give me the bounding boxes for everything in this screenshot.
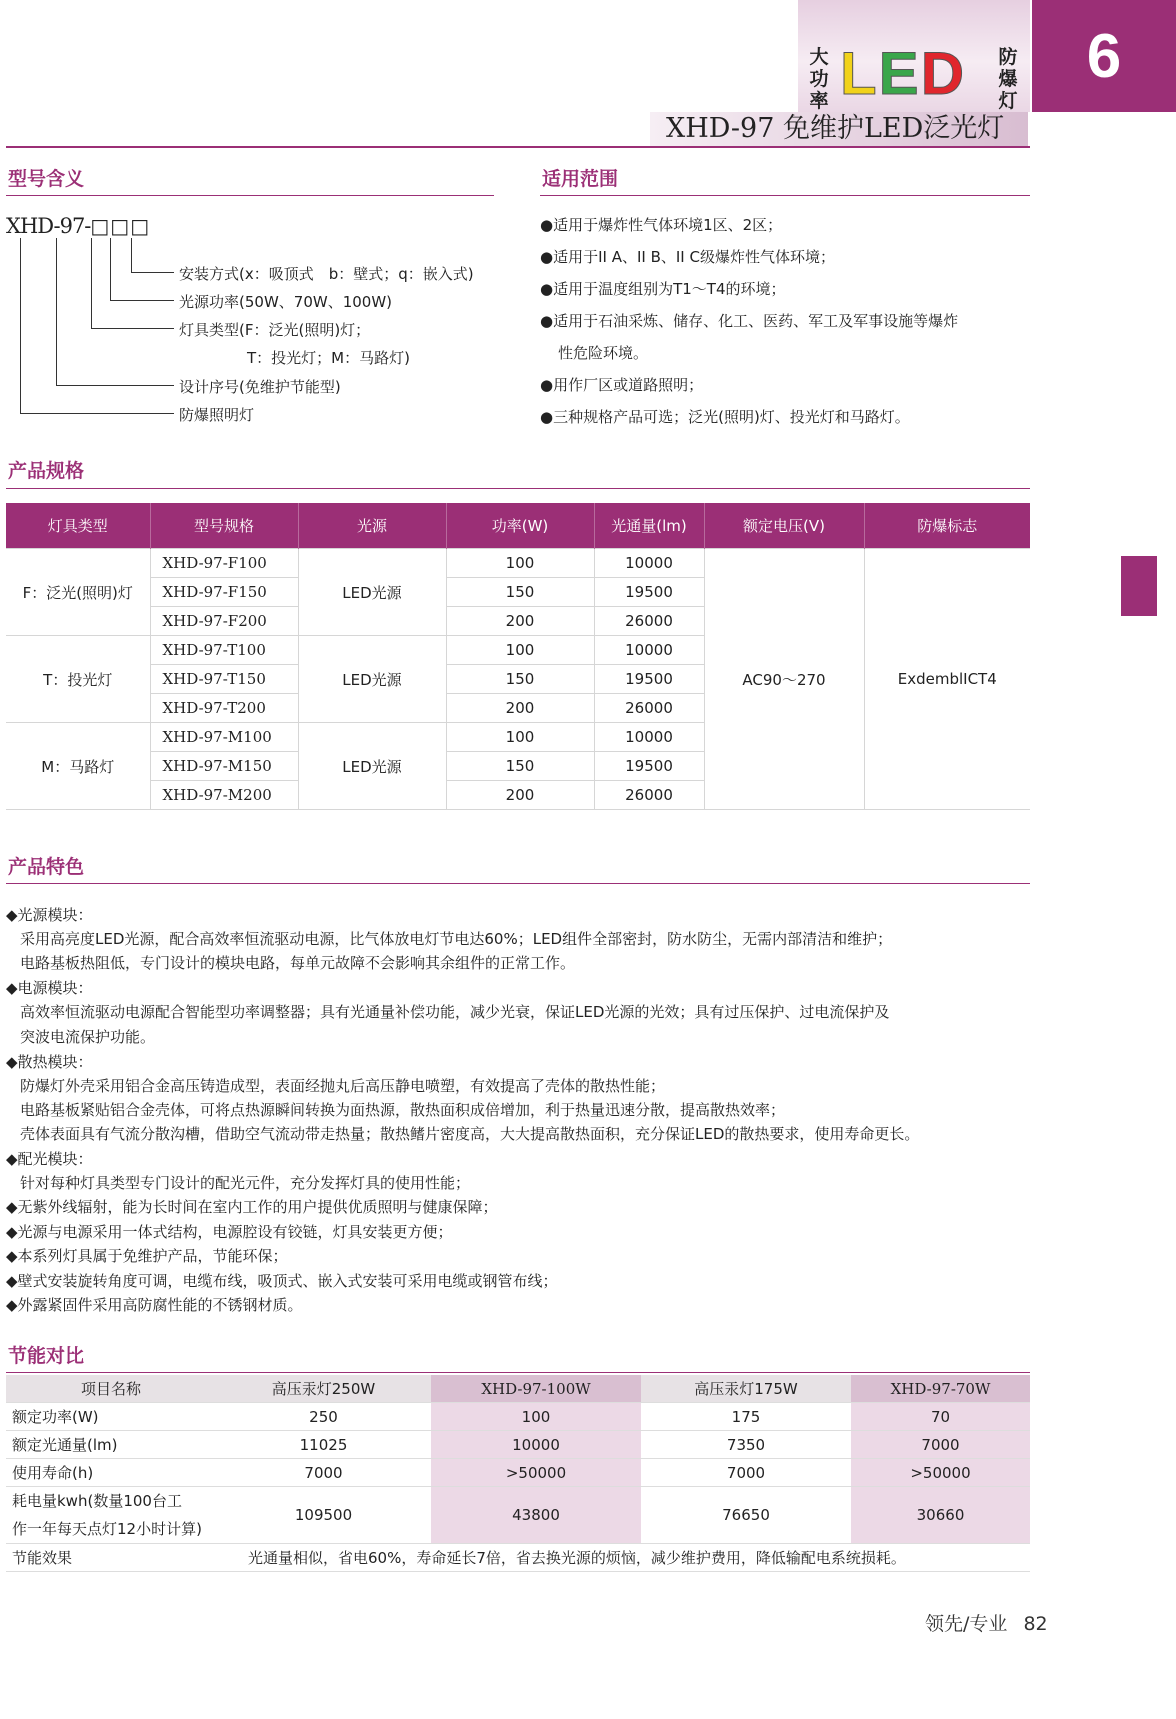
scope-item-cont: 性危险环境。 xyxy=(558,344,649,362)
spec-power-cell: 150 xyxy=(446,752,594,781)
feature-bullet: ◆本系列灯具属于免维护产品，节能环保； xyxy=(6,1247,288,1265)
spec-model-cell: XHD-97-F150 xyxy=(150,578,298,607)
spec-flux-cell: 19500 xyxy=(594,665,704,694)
compare-value: >50000 xyxy=(431,1459,641,1487)
section-underline xyxy=(6,195,494,196)
bracket-line xyxy=(20,238,21,413)
spec-type-cell: T：投光灯 xyxy=(6,636,150,723)
feature-line: 采用高亮度LED光源，配合高效率恒流驱动电源，比气体放电灯节电达60%；LED组件全部密封，防水防尘，无需内部清洁和维护； xyxy=(20,930,893,948)
bracket-line xyxy=(91,238,92,328)
spec-power-cell: 200 xyxy=(446,694,594,723)
bracket-line xyxy=(131,272,174,273)
scope-item: ●适用于石油采炼、储存、化工、医药、军工及军事设施等爆炸 xyxy=(540,312,959,330)
compare-header-cell: XHD-97-100W xyxy=(431,1375,641,1403)
feature-line: 电路基板热阻低，专门设计的模块电路，每单元故障不会影响其余组件的正常工作。 xyxy=(20,954,576,972)
bracket-line xyxy=(56,385,174,386)
spec-table xyxy=(6,503,1030,810)
scope-item: ●适用于爆炸性气体环境1区、2区； xyxy=(540,216,783,234)
compare-row xyxy=(6,1403,1030,1431)
model-line-explosion: 防爆照明灯 xyxy=(179,406,255,424)
model-code-boxes: □□□ xyxy=(90,214,151,238)
header-char: 灯 xyxy=(998,90,1018,112)
compare-value: 7000 xyxy=(641,1459,851,1487)
spec-header-cell: 光通量(lm) xyxy=(594,503,704,549)
section-underline xyxy=(6,1372,1030,1373)
bracket-line xyxy=(20,413,174,414)
compare-effect-text: 光通量相似，省电60%，寿命延长7倍，省去换光源的烦恼，减少维护费用，降低输配电系统损耗。 xyxy=(216,1544,1030,1572)
compare-value: 30660 xyxy=(851,1487,1030,1544)
spec-exmark-cell: ExdemblICT4 xyxy=(864,549,1030,810)
model-line-power: 光源功率(50W、70W、100W) xyxy=(179,293,393,311)
compare-header-cell: 高压汞灯250W xyxy=(216,1375,431,1403)
header-char: 功 xyxy=(809,68,829,90)
compare-value: 70 xyxy=(851,1403,1030,1431)
spec-row xyxy=(6,549,1030,578)
compare-label: 节能效果 xyxy=(6,1544,216,1572)
scope-item: ●适用于II A、II B、II C级爆炸性气体环境； xyxy=(540,248,835,266)
spec-power-cell: 200 xyxy=(446,607,594,636)
bracket-line xyxy=(91,328,174,329)
spec-flux-cell: 26000 xyxy=(594,607,704,636)
chapter-number: 6 xyxy=(1032,0,1176,112)
compare-header-cell: 项目名称 xyxy=(6,1375,216,1403)
feature-heading: ◆配光模块： xyxy=(6,1150,93,1168)
footer xyxy=(925,1609,1048,1636)
compare-value: 7000 xyxy=(851,1431,1030,1459)
spec-header-cell: 灯具类型 xyxy=(6,503,150,549)
spec-voltage-cell: AC90～270 xyxy=(704,549,864,810)
feature-line: 壳体表面具有气流分散沟槽，借助空气流动带走热量；散热鳍片密度高，大大提高散热面积，充分保证LED的散热要求，使用寿命更长。 xyxy=(20,1125,920,1143)
compare-value: 109500 xyxy=(216,1487,431,1544)
section-underline xyxy=(6,488,1030,489)
scope-item: ●适用于温度组别为T1～T4的环境； xyxy=(540,280,786,298)
feature-line: 突波电流保护功能。 xyxy=(20,1028,156,1046)
feature-heading: ◆电源模块： xyxy=(6,979,93,997)
compare-value: 11025 xyxy=(216,1431,431,1459)
spec-power-cell: 150 xyxy=(446,578,594,607)
led-letter-d: D xyxy=(920,40,967,107)
spec-header-cell: 光源 xyxy=(298,503,446,549)
feature-bullet: ◆外露紧固件采用高防腐性能的不锈钢材质。 xyxy=(6,1296,303,1314)
compare-value: 7350 xyxy=(641,1431,851,1459)
model-line-type-cont: T：投光灯；M：马路灯) xyxy=(247,349,410,367)
spec-source-cell: LED光源 xyxy=(298,636,446,723)
bracket-line xyxy=(110,238,111,300)
feature-line: 电路基板紧贴铝合金壳体，可将点热源瞬间转换为面热源，散热面积成倍增加，利于热量迅速分散，提高散热效率； xyxy=(20,1101,786,1119)
section-title-compare: 节能对比 xyxy=(8,1345,85,1367)
bracket-line xyxy=(131,238,132,272)
compare-header-cell: XHD-97-70W xyxy=(851,1375,1030,1403)
spec-power-cell: 100 xyxy=(446,723,594,752)
spec-flux-cell: 10000 xyxy=(594,549,704,578)
spec-power-cell: 100 xyxy=(446,636,594,665)
model-code-prefix: XHD-97- xyxy=(6,214,91,238)
compare-value: 175 xyxy=(641,1403,851,1431)
model-line-design: 设计序号(免维护节能型) xyxy=(179,378,341,396)
header-left-vertical xyxy=(808,46,830,112)
spec-header-cell: 功率(W) xyxy=(446,503,594,549)
feature-line: 防爆灯外壳采用铝合金高压铸造成型，表面经抛丸后高压静电喷塑，有效提高了壳体的散热性能； xyxy=(20,1077,666,1095)
spec-header-cell: 防爆标志 xyxy=(864,503,1030,549)
feature-bullet: ◆无紫外线辐射，能为长时间在室内工作的用户提供优质照明与健康保障； xyxy=(6,1198,498,1216)
section-title-features: 产品特色 xyxy=(8,856,85,878)
led-letter-e: E xyxy=(878,40,921,107)
feature-bullet: ◆壁式安装旋转角度可调，电缆布线，吸顶式、嵌入式安装可采用电缆或钢管布线； xyxy=(6,1272,558,1290)
spec-flux-cell: 26000 xyxy=(594,781,704,810)
spec-model-cell: XHD-97-M150 xyxy=(150,752,298,781)
model-line-type: 灯具类型(F：泛光(照明)灯； xyxy=(179,321,371,339)
spec-source-cell: LED光源 xyxy=(298,723,446,810)
spec-source-cell: LED光源 xyxy=(298,549,446,636)
page-number: 82 xyxy=(1023,1613,1048,1635)
spec-model-cell: XHD-97-T100 xyxy=(150,636,298,665)
spec-model-cell: XHD-97-M100 xyxy=(150,723,298,752)
section-title-scope: 适用范围 xyxy=(542,168,619,190)
spec-flux-cell: 19500 xyxy=(594,752,704,781)
compare-value: 7000 xyxy=(216,1459,431,1487)
compare-table xyxy=(6,1375,1030,1572)
compare-header-row xyxy=(6,1375,1030,1403)
led-letter-l: L xyxy=(840,40,879,107)
spec-flux-cell: 19500 xyxy=(594,578,704,607)
compare-label-line: 作一年每天点灯12小时计算) xyxy=(12,1520,202,1538)
compare-value: 10000 xyxy=(431,1431,641,1459)
compare-value: >50000 xyxy=(851,1459,1030,1487)
spec-header-cell: 型号规格 xyxy=(150,503,298,549)
spec-model-cell: XHD-97-T200 xyxy=(150,694,298,723)
compare-value: 100 xyxy=(431,1403,641,1431)
feature-bullet: ◆光源与电源采用一体式结构，电源腔设有铰链，灯具安装更方便； xyxy=(6,1223,453,1241)
compare-label: 额定光通量(lm) xyxy=(6,1431,216,1459)
model-line-install: 安装方式(x：吸顶式 b：壁式；q：嵌入式) xyxy=(179,265,474,283)
header-divider xyxy=(6,146,1030,148)
scope-item: ●三种规格产品可选；泛光(照明)灯、投光灯和马路灯。 xyxy=(540,408,910,426)
spec-flux-cell: 10000 xyxy=(594,723,704,752)
spec-power-cell: 100 xyxy=(446,549,594,578)
spec-model-cell: XHD-97-F200 xyxy=(150,607,298,636)
compare-value: 43800 xyxy=(431,1487,641,1544)
section-title-model: 型号含义 xyxy=(8,168,85,190)
compare-value: 250 xyxy=(216,1403,431,1431)
section-title-specs: 产品规格 xyxy=(8,460,85,482)
bracket-line xyxy=(110,300,174,301)
compare-label: 额定功率(W) xyxy=(6,1403,216,1431)
header-char: 大 xyxy=(809,46,829,68)
compare-header-cell: 高压汞灯175W xyxy=(641,1375,851,1403)
spec-model-cell: XHD-97-T150 xyxy=(150,665,298,694)
compare-row xyxy=(6,1487,1030,1544)
scope-item: ●用作厂区或道路照明； xyxy=(540,376,704,394)
compare-row xyxy=(6,1459,1030,1487)
compare-effect-row xyxy=(6,1544,1030,1572)
spec-power-cell: 150 xyxy=(446,665,594,694)
header-right-vertical xyxy=(997,46,1019,112)
footer-slogan: 领先/专业 xyxy=(925,1613,1008,1635)
spec-type-cell: F：泛光(照明)灯 xyxy=(6,549,150,636)
bracket-line xyxy=(56,238,57,385)
section-underline xyxy=(540,195,1030,196)
feature-heading: ◆散热模块： xyxy=(6,1053,93,1071)
spec-flux-cell: 26000 xyxy=(594,694,704,723)
compare-row xyxy=(6,1431,1030,1459)
header-char: 率 xyxy=(809,90,829,112)
feature-line: 高效率恒流驱动电源配合智能型功率调整器；具有光通量补偿功能，减少光衰，保证LED光源的光效；具有过压保护、过电流保护及 xyxy=(20,1003,890,1021)
side-tab-marker xyxy=(1121,556,1157,616)
led-logo xyxy=(840,40,967,107)
model-code xyxy=(6,214,150,238)
section-underline xyxy=(6,883,1030,884)
product-title: XHD-97 免维护LED泛光灯 xyxy=(650,112,1028,146)
spec-model-cell: XHD-97-F100 xyxy=(150,549,298,578)
header-char: 爆 xyxy=(998,68,1018,90)
feature-heading: ◆光源模块： xyxy=(6,906,93,924)
spec-header-cell: 额定电压(V) xyxy=(704,503,864,549)
spec-model-cell: XHD-97-M200 xyxy=(150,781,298,810)
spec-header-row xyxy=(6,503,1030,549)
header-char: 防 xyxy=(998,46,1018,68)
spec-power-cell: 200 xyxy=(446,781,594,810)
spec-flux-cell: 10000 xyxy=(594,636,704,665)
compare-value: 76650 xyxy=(641,1487,851,1544)
compare-label xyxy=(6,1487,216,1544)
compare-label: 使用寿命(h) xyxy=(6,1459,216,1487)
feature-line: 针对每种灯具类型专门设计的配光元件，充分发挥灯具的使用性能； xyxy=(20,1174,471,1192)
spec-type-cell: M：马路灯 xyxy=(6,723,150,810)
compare-label-line: 耗电量kwh(数量100台工 xyxy=(12,1492,182,1510)
